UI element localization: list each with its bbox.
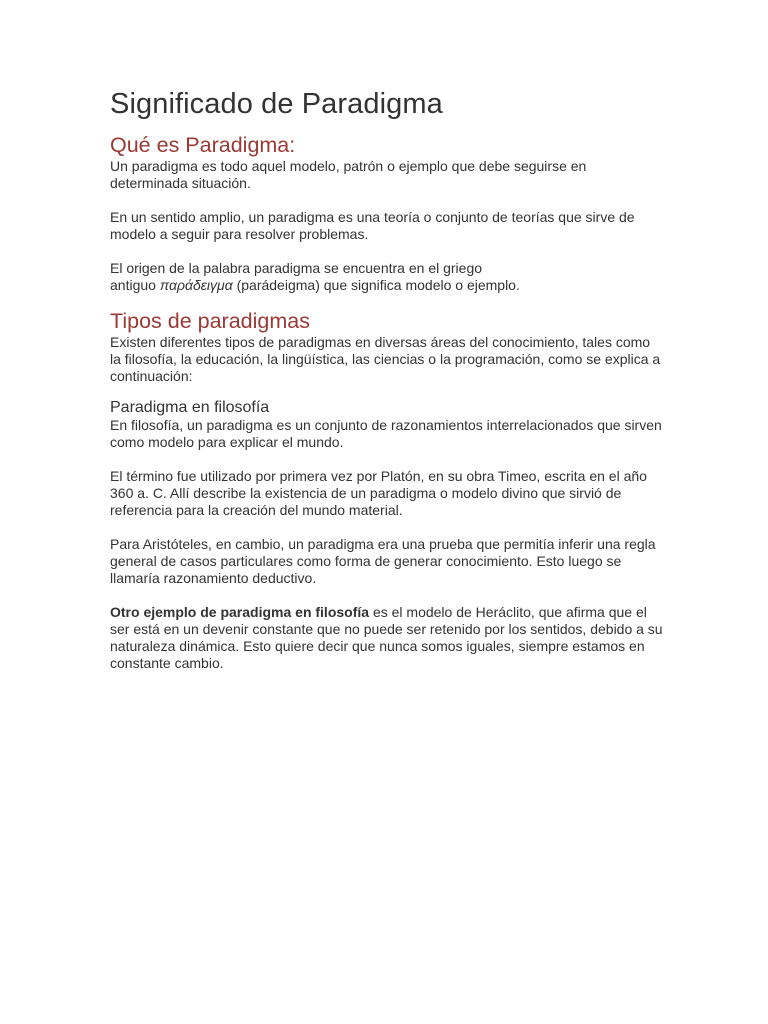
section-heading-tipos: Tipos de paradigmas — [110, 309, 310, 333]
paragraph-aristoteles: Para Aristóteles, en cambio, un paradigma era una prueba que permitía inferir una regla general de casos particulares como forma de generar conocimiento. Esto luego se llamaría razonamiento deductivo. — [110, 536, 656, 586]
paragraph-origin — [110, 260, 664, 294]
origin-antiguo: antiguo — [110, 277, 160, 293]
origin-line-1: El origen de la palabra paradigma se encuentra en el griego — [110, 260, 483, 276]
greek-word: παράδειγμα — [159, 277, 233, 293]
paragraph-definition: Un paradigma es todo aquel modelo, patrón o ejemplo que debe seguirse en determinada situación. — [110, 158, 587, 191]
heraclito-rest: es el modelo de Heráclito, que afirma que el ser está en un devenir constante que no puede ser retenido por los sentidos, debido a su naturaleza dinámica. Esto quiere decir que nunca somos iguales, siempre estamos en constante cambio. — [110, 604, 663, 671]
subsection-heading-filosofia: Paradigma en filosofía — [110, 399, 270, 416]
paragraph-philosophy-definition: En filosofía, un paradigma es un conjunto de razonamientos interrelacionados que sirven como modelo para explicar el mundo. — [110, 417, 662, 450]
paragraph-broad-sense: En un sentido amplio, un paradigma es una teoría o conjunto de teorías que sirve de modelo a seguir para resolver problemas. — [110, 209, 635, 242]
page-title: Significado de Paradigma — [110, 88, 443, 120]
paragraph-types-intro: Existen diferentes tipos de paradigmas en diversas áreas del conocimiento, tales como la filosofía, la educación, la lingüística, las ciencias o la programación, como se explica a continuación: — [110, 334, 661, 384]
section-heading-que-es: Qué es Paradigma: — [110, 133, 296, 157]
paragraph-heraclito — [110, 604, 664, 672]
paragraph-platon: El término fue utilizado por primera vez por Platón, en su obra Timeo, escrita en el año 360 a. C. Allí describe la existencia de un paradigma o modelo divino que sirvió de referencia para la creación del mundo material. — [110, 468, 647, 518]
heraclito-bold-lead: Otro ejemplo de paradigma en filosofía — [110, 604, 370, 620]
origin-rest: (parádeigma) que significa modelo o ejemplo. — [232, 277, 520, 293]
